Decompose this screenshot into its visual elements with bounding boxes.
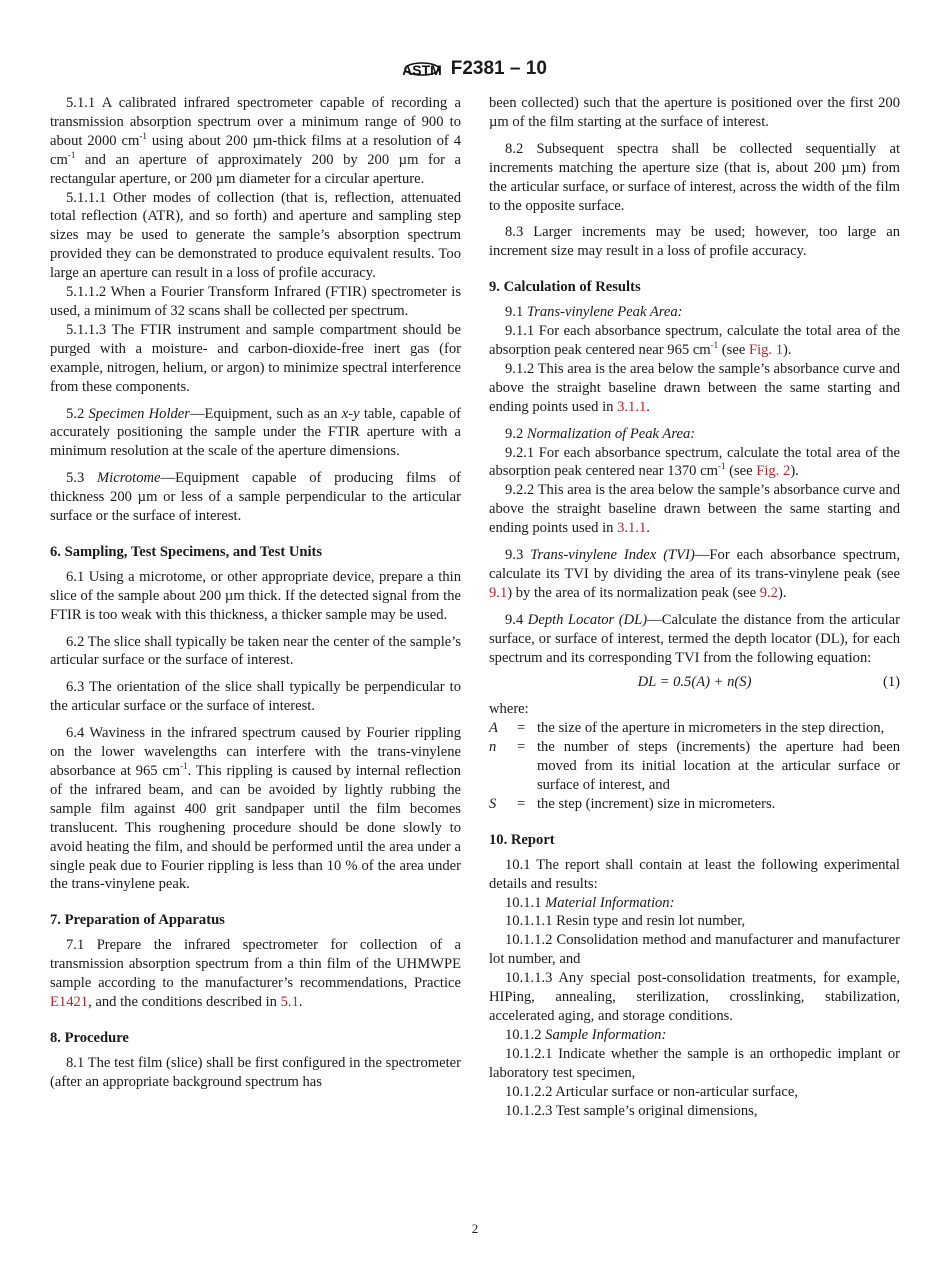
definition-text: the size of the aperture in micrometers in the step direction, <box>537 720 885 737</box>
section-heading: 10. Report <box>489 831 555 848</box>
paragraph: 5.1.1.1 Other modes of collection (that is, reflection, attenuated total reflection (ATR), and so forth) and aperture and sampling step sizes may be used to generate the sample’s absorption spectrum provided they can be demonstrated to produce equivalent results. Too large an aperture can result in a loss of profile accuracy. <box>50 189 461 282</box>
italic-term: Material Information: <box>545 894 675 911</box>
cross-reference-link[interactable]: Fig. 2 <box>756 463 791 480</box>
paragraph: 7.1 Prepare the infrared spectrometer for collection of a transmission absorption spectrum from a thin film of the UHMWPE sample according to the manufacturer’s recommendations, Practice E1421, and the conditions described in 5.1. <box>50 937 461 1010</box>
paragraph: 5.2 Specimen Holder—Equipment, such as an x-y table, capable of accurately positioning the sample under the FTIR aperture with a minimum resolution at the scale of the aperture dimensions. <box>50 405 462 460</box>
paragraph: 5.1.1 A calibrated infrared spectrometer capable of recording a transmission absorption spectrum over a minimum range of 900 to about 2000 $cm^{-1}$ using about 200 µm-thick films at a resolution of 4 $cm^{-1}$ and an aperture of approximately 200 by 200 µm for a rectangular aperture, or 200 µm diameter for a circular aperture. <box>50 95 461 187</box>
equation-number: (1) <box>882 674 900 691</box>
italic-term: Trans-vinylene Peak Area: <box>526 304 683 321</box>
paragraph: 10.1.2.1 Indicate whether the sample is an orthopedic implant or laboratory test specimen, <box>489 1045 900 1081</box>
paragraph: 10.1.2.3 Test sample’s original dimensions, <box>505 1102 758 1119</box>
paragraph: 9.2.2 This area is the area below the sample’s absorbance curve and above the straight baseline drawn between the same starting and ending points used in 3.1.1. <box>489 482 900 537</box>
paragraph: 6.1 Using a microtome, or other appropriate device, prepare a thin slice of the sample about 200 µm thick. If the detected signal from the FTIR is too weak with this thickness, a thicker sample may be used. <box>50 568 461 623</box>
section-heading: 7. Preparation of Apparatus <box>50 912 225 929</box>
variable-symbol: n <box>489 739 497 756</box>
document-code: F2381 – 10 <box>450 57 547 79</box>
superscript: -1 <box>180 761 188 771</box>
paragraph: 5.3 Microtome—Equipment capable of producing films of thickness 200 µm or less of a sample perpendicular to the articular surface or the surface of interest. <box>50 470 462 525</box>
italic-term: Specimen Holder <box>88 405 190 422</box>
paragraph: 10.1 The report shall contain at least the following experimental details and results: <box>489 856 900 892</box>
equals-sign: = <box>517 795 526 812</box>
paragraph: 8.1 The test film (slice) shall be first configured in the spectrometer (after an appropriate background spectrum has <box>50 1054 461 1090</box>
cross-reference-link[interactable]: 9.2 <box>759 584 778 601</box>
superscript: -1 <box>717 461 726 472</box>
paragraph: 6.4 Waviness in the infrared spectrum caused by Fourier rippling on the lower wavelengths can interfere with the trans-vinylene absorbance at 965 $cm^{-1}$. This rippling is caused by internal reflection of the infrared beam, and can be avoided by lightly rubbing the sample film against 400 grit sandpaper until the film becomes translucent. This roughening procedure should be done slowly to avoid heating the film, and should be performed until the area under a single peak due to Fourier rippling is less than 10 % of the area under the trans-vinylene peak. <box>50 725 461 893</box>
superscript: -1 <box>67 149 76 160</box>
variable-definition <box>489 795 900 814</box>
paragraph: where: <box>489 701 529 718</box>
section-heading: 8. Procedure <box>50 1029 129 1046</box>
italic-term: Depth Locator (DL) <box>527 611 648 628</box>
paragraph: 6.2 The slice shall typically be taken near the center of the sample’s articular surface or the surface of interest. <box>50 633 461 669</box>
paragraph: 9.2 Normalization of Peak Area: <box>505 425 696 442</box>
paragraph: 8.3 Larger increments may be used; however, too large an increment size may result in a loss of profile accuracy. <box>489 224 900 260</box>
italic-term: Normalization of Peak Area: <box>526 425 696 442</box>
svg-text:ASTM: ASTM <box>403 62 442 78</box>
paragraph: 6.3 The orientation of the slice shall typically be perpendicular to the articular surface or the surface of interest. <box>50 679 461 715</box>
cross-reference-link[interactable]: 3.1.1 <box>617 520 647 537</box>
paragraph: 5.1.1.3 The FTIR instrument and sample compartment should be purged with a moisture- and carbon-dioxide-free inert gas (for example, nitrogen, helium, or argon) to minimize spectral interference from these components. <box>50 321 461 395</box>
paragraph: 9.1.1 For each absorbance spectrum, calculate the total area of the absorption peak centered near 965 $cm^{-1}$ (see Fig. 1). <box>489 323 900 358</box>
section-heading: 9. Calculation of Results <box>489 279 641 296</box>
cross-reference-link[interactable]: 9.1 <box>489 584 508 601</box>
paragraph: 10.1.1.3 Any special post-consolidation treatments, for example, HIPing, annealing, sterilization, crosslinking, stabilization, accelerated aging, and storage conditions. <box>489 970 900 1024</box>
paragraph: 8.2 Subsequent spectra shall be collected sequentially at increments matching the aperture size (that is, about 200 µm) from the articular surface, or surface of interest, across the width of the film to the opposite surface. <box>489 140 900 214</box>
paragraph: 9.3 Trans-vinylene Index (TVI)—For each absorbance spectrum, calculate its TVI by dividing the area of its trans-vinylene peak (see 9.1) by the area of its normalization peak (see 9.2). <box>489 547 900 601</box>
superscript: -1 <box>139 130 147 141</box>
paragraph: 9.1.2 This area is the area below the sample’s absorbance curve and above the straight baseline drawn between the same starting and ending points used in 3.1.1. <box>489 360 900 415</box>
italic-term: Sample Information: <box>545 1026 667 1043</box>
variable-definition <box>489 738 900 795</box>
variable-symbol: S <box>489 795 497 812</box>
italic-term: Microtome <box>97 470 161 487</box>
cross-reference-link[interactable]: 3.1.1 <box>617 398 647 415</box>
definition-text: the step (increment) size in micrometers. <box>537 795 776 812</box>
paragraph: 9.4 Depth Locator (DL)—Calculate the distance from the articular surface, or surface of interest, termed the depth locator (DL), for each spectrum and its corresponding TVI from the following equation: <box>489 611 900 666</box>
definition-text: the number of steps (increments) the aperture had been moved from its initial location at the articular surface or surface of interest, and <box>537 739 900 793</box>
equals-sign: = <box>517 739 526 756</box>
paragraph: 10.1.2 Sample Information: <box>505 1026 667 1043</box>
variable-definition <box>489 719 900 738</box>
cross-reference-link[interactable]: 5.1 <box>280 993 299 1010</box>
astm-logo-icon <box>403 56 441 82</box>
cross-reference-link[interactable]: Fig. 1 <box>748 341 784 358</box>
left-column <box>50 94 461 1092</box>
equation: DL = 0.5(A) + n(S) (1) <box>637 674 900 691</box>
paragraph: 10.1.1.2 Consolidation method and manufacturer and manufacturer lot number, and <box>489 932 900 968</box>
page-number: 2 <box>471 1221 479 1236</box>
paragraph: 10.1.1.1 Resin type and resin lot number, <box>505 913 746 930</box>
paragraph: 5.1.1.2 When a Fourier Transform Infrared (FTIR) spectrometer is used, a minimum of 32 scans shall be collected per spectrum. <box>50 284 461 319</box>
superscript: -1 <box>710 339 719 350</box>
paragraph: been collected) such that the aperture is positioned over the first 200 µm of the film starting at the surface of interest. <box>489 95 900 130</box>
variable-symbol: A <box>489 720 498 737</box>
section-heading: 6. Sampling, Test Specimens, and Test Units <box>50 543 323 560</box>
paragraph: 9.2.1 For each absorbance spectrum, calculate the total area of the absorption peak centered near 1370 $cm^{-1}$ (see Fig. 2). <box>489 444 900 480</box>
cross-reference-link[interactable]: E1421 <box>50 993 89 1010</box>
paragraph: 10.1.1 Material Information: <box>505 894 675 911</box>
italic-term: Trans-vinylene Index (TVI) <box>530 547 695 564</box>
equals-sign: = <box>517 720 526 737</box>
paragraph: 9.1 Trans-vinylene Peak Area: <box>505 304 683 321</box>
paragraph: 10.1.2.2 Articular surface or non-articular surface, <box>505 1083 798 1100</box>
right-column <box>489 94 900 1120</box>
page-header <box>0 56 950 82</box>
italic-term: x-y <box>341 405 360 422</box>
